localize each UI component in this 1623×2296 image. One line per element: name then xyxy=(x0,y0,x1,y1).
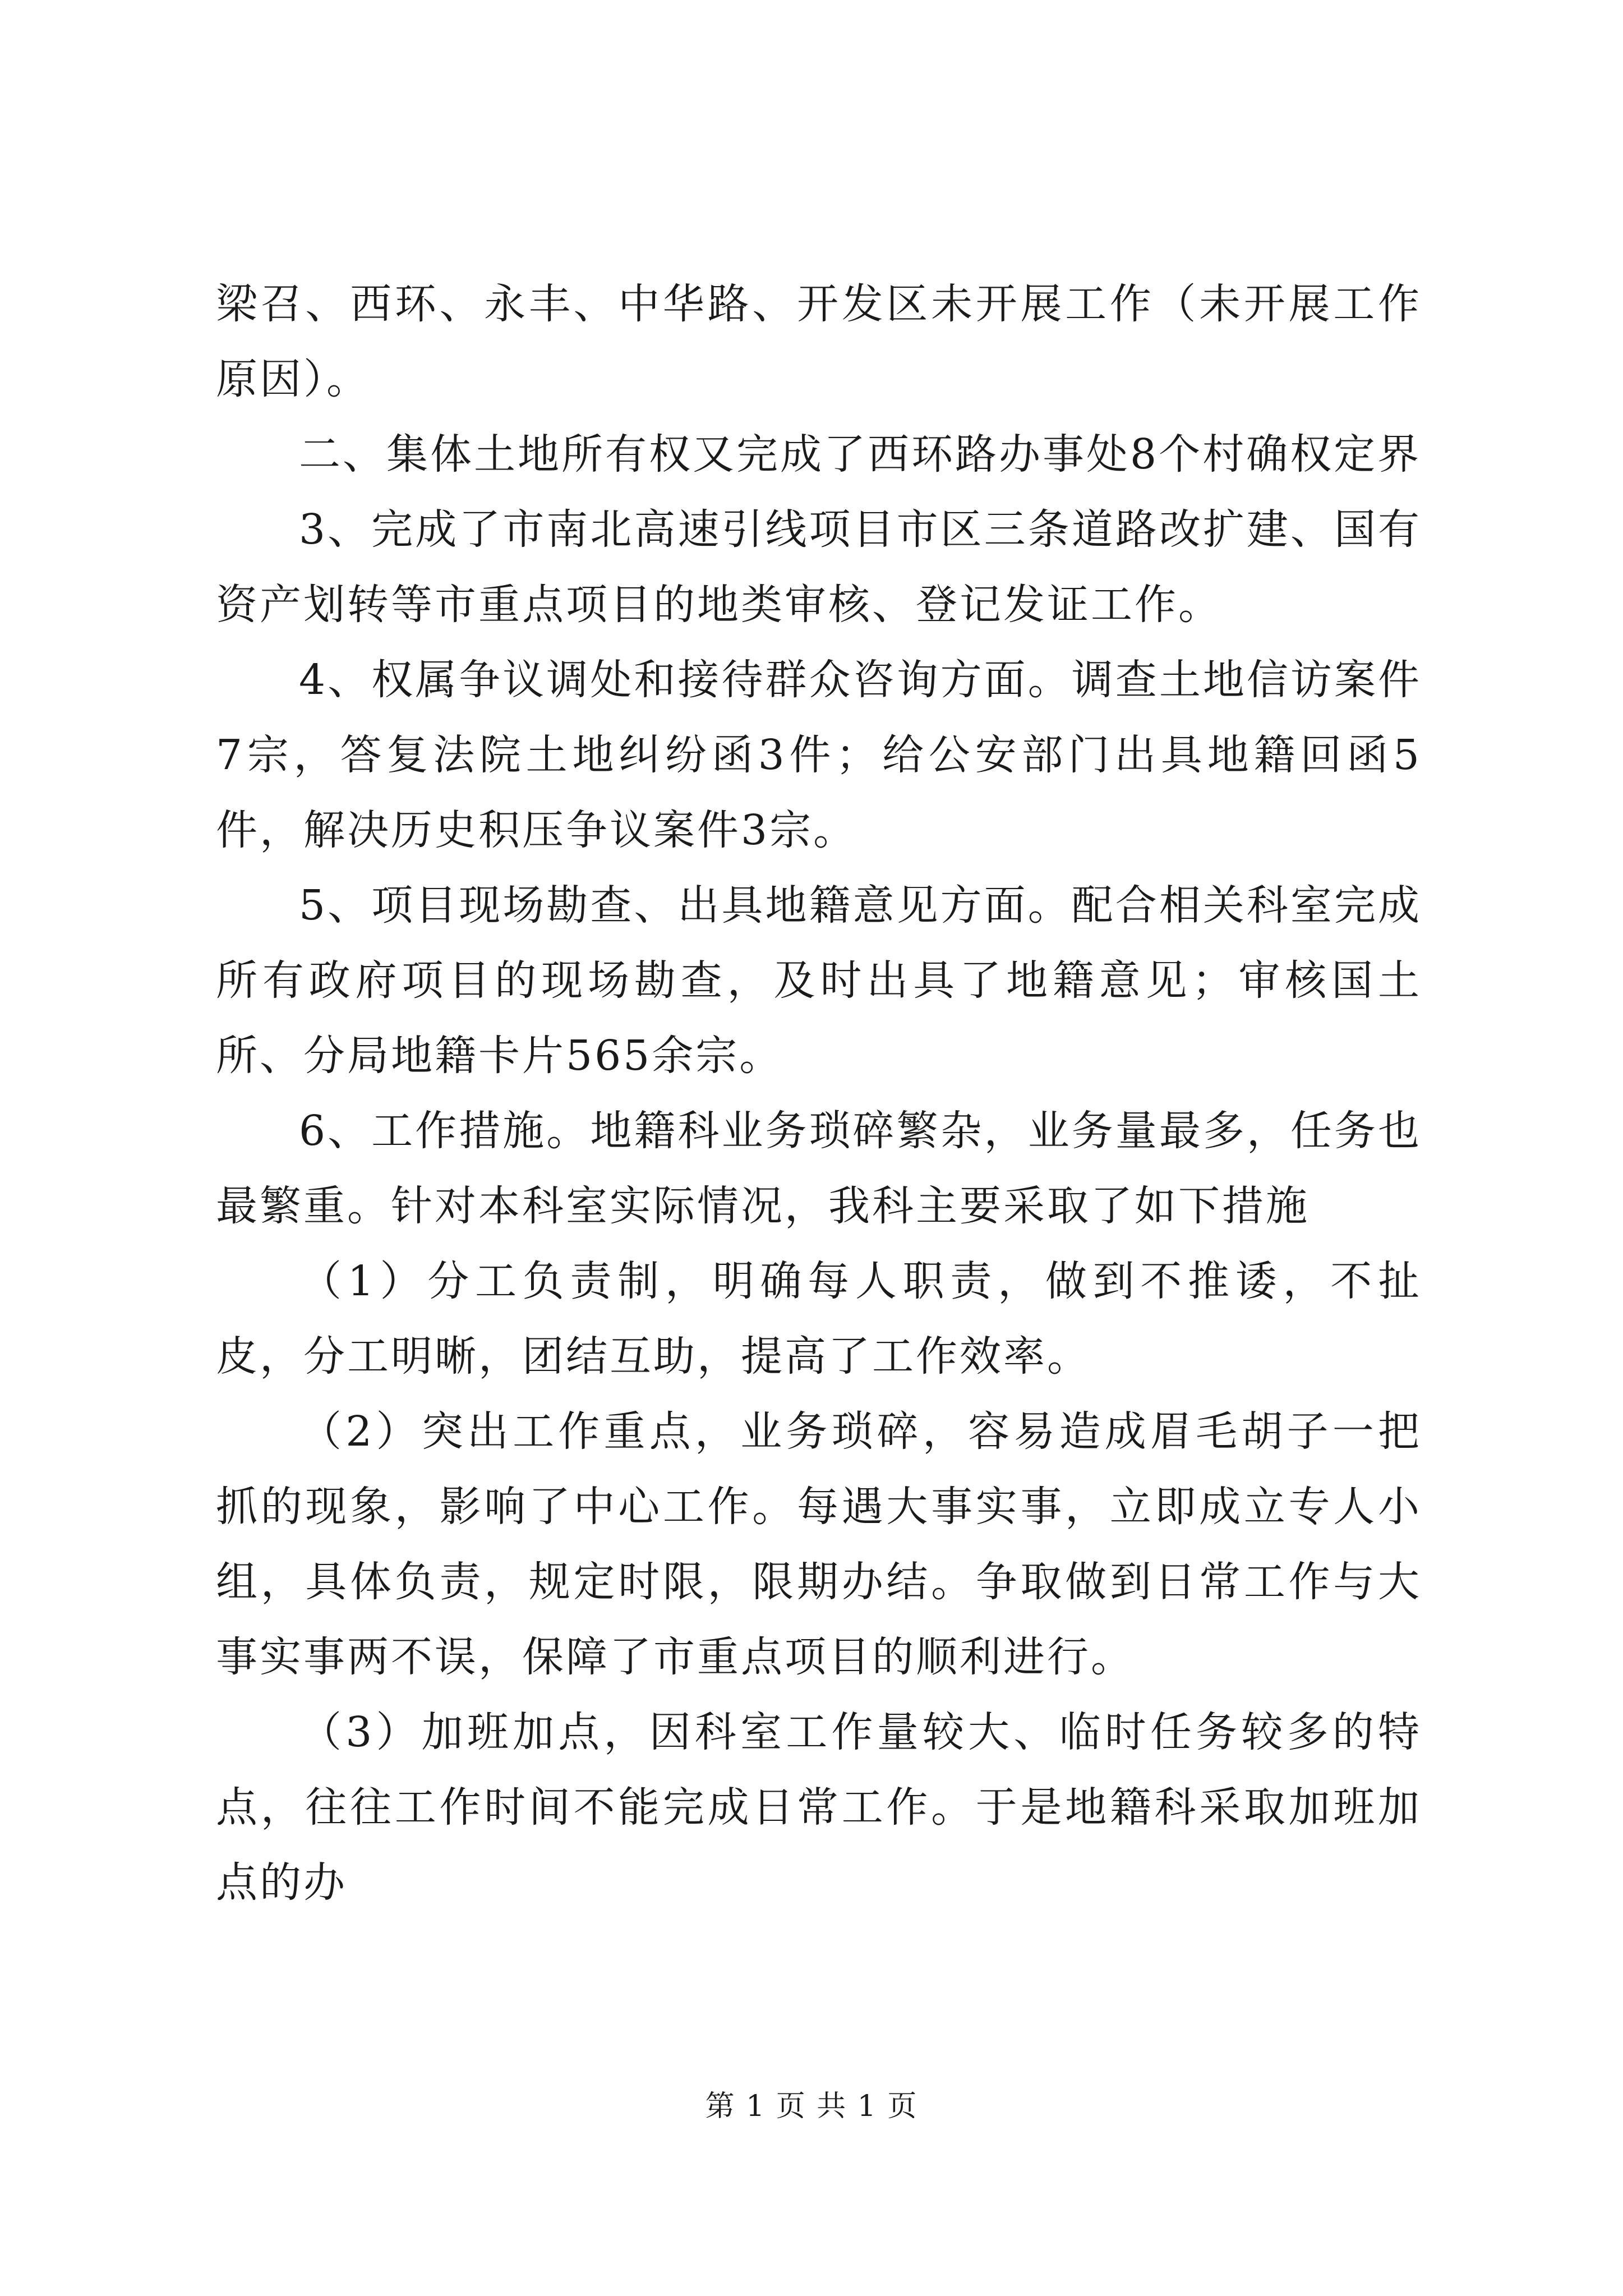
paragraph-item-6: 6、工作措施。地籍科业务琐碎繁杂，业务量最多，任务也最繁重。针对本科室实际情况，我科主要采取了如下措施 xyxy=(216,1107,1422,1230)
paragraph-measure-1: （1）分工负责制，明确每人职责，做到不推诿，不扯皮，分工明晰，团结互助，提高了工作效率。 xyxy=(216,1257,1422,1381)
page-number-footer: 第 1 页 共 1 页 xyxy=(705,2090,918,2123)
paragraph-measure-2: （2）突出工作重点，业务琐碎，容易造成眉毛胡子一把抓的现象，影响了中心工作。每遇大事实事，立即成立专人小组，具体负责，规定时限，限期办结。争取做到日常工作与大事实事两不误，保障了市重点项目的顺利进行。 xyxy=(216,1407,1422,1681)
document-body xyxy=(216,266,1422,1920)
paragraph-item-3: 3、完成了市南北高速引线项目市区三条道路改扩建、国有资产划转等市重点项目的地类审核、登记发证工作。 xyxy=(216,505,1422,629)
paragraph-collective-land: 二、集体土地所有权又完成了西环路办事处8个村确权定界 xyxy=(299,430,1422,478)
paragraph-item-4: 4、权属争议调处和接待群众咨询方面。调查土地信访案件7宗，答复法院土地纠纷函3件；给公安部门出具地籍回函5件，解决历史积压争议案件3宗。 xyxy=(216,656,1422,854)
paragraph-continuation: 梁召、西环、永丰、中华路、开发区未开展工作（未开展工作原因）。 xyxy=(216,280,1422,403)
paragraph-measure-3: （3）加班加点，因科室工作量较大、临时任务较多的特点，往往工作时间不能完成日常工作。于是地籍科采取加班加点的办 xyxy=(216,1708,1422,1907)
paragraph-item-5: 5、项目现场勘查、出具地籍意见方面。配合相关科室完成所有政府项目的现场勘查，及时出具了地籍意见；审核国土所、分局地籍卡片565余宗。 xyxy=(216,881,1422,1080)
